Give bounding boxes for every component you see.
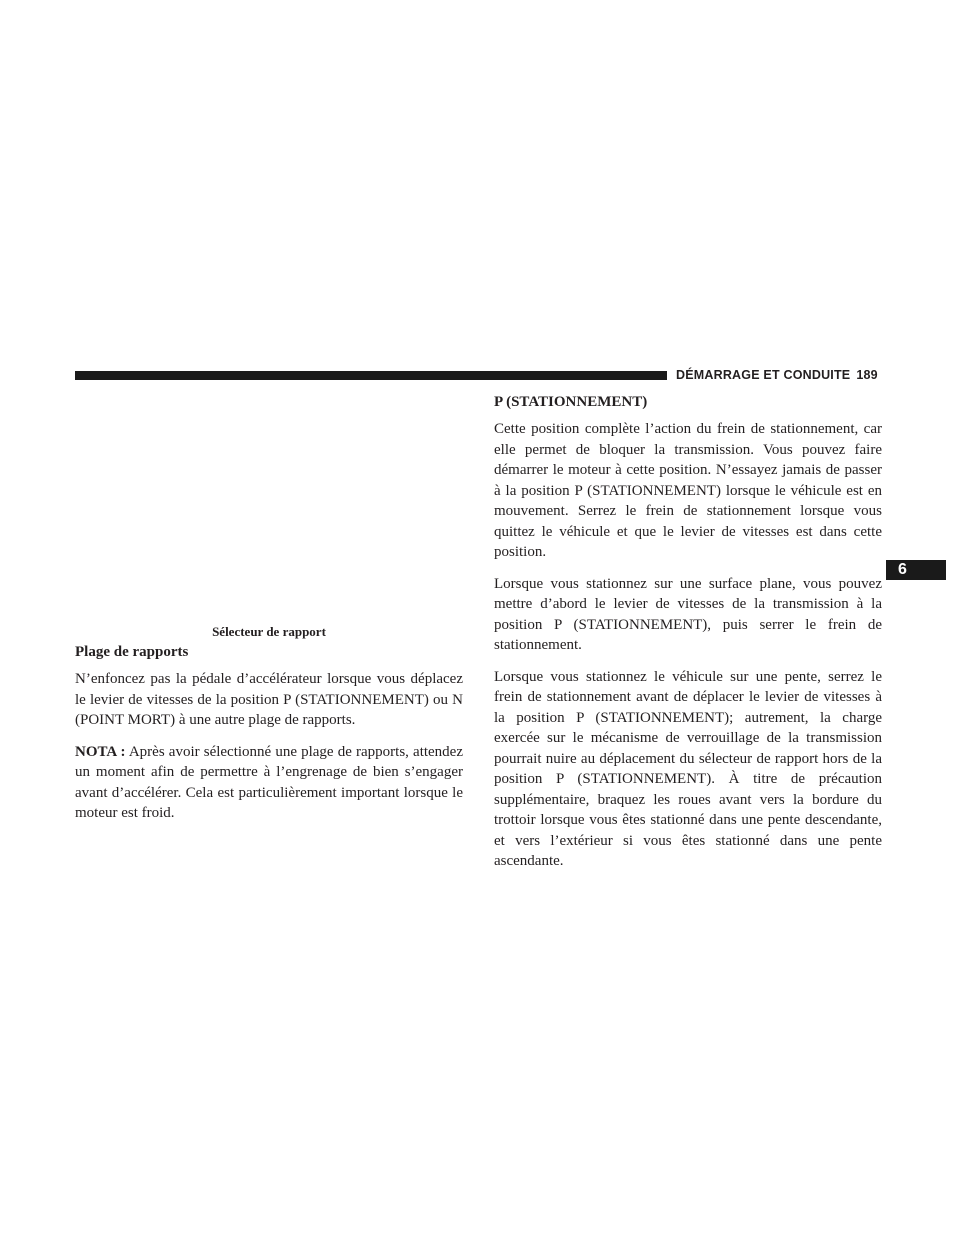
page-number: 189 [856, 368, 878, 382]
running-header [676, 367, 878, 383]
right-column [494, 392, 882, 883]
left-column [75, 642, 463, 835]
paragraph: N’enfoncez pas la pédale d’accélérateur lorsque vous déplacez le levier de vitesses de la position P (STATIONNEMENT) ou N (POINT MORT) à une autre plage de rapports. [75, 671, 463, 728]
figure-caption: Sélecteur de rapport [212, 624, 326, 639]
note-paragraph [75, 742, 463, 824]
note-label: NOTA : [75, 743, 126, 760]
section-title: DÉMARRAGE ET CONDUITE [676, 368, 851, 382]
paragraph: Lorsque vous stationnez sur une surface plane, vous pouvez mettre d’abord le levier de vitesses de la transmission à la position P (STATIONNEMENT), puis serrer le frein de stationnement. [494, 575, 882, 653]
chapter-tab [886, 560, 946, 580]
header-rule [75, 371, 667, 380]
paragraph: Cette position complète l’action du frein de stationnement, car elle permet de bloquer la transmission. Vous pouvez faire démarrer le moteur à cette position. N’essayez jamais de passer à la position P (STATIONNEMENT) lorsque le véhicule est en mouvement. Serrez le frein de stationnement lorsque vous quittez le véhicule et que le levier de vitesses est dans cette position. [494, 421, 882, 560]
paragraph: Lorsque vous stationnez le véhicule sur une pente, serrez le frein de stationnement avant de déplacer le levier de vitesses à la position P (STATIONNEMENT); autrement, la charge exercée sur le mécanisme de verrouillage de la transmission pourrait nuire au déplacement du sélecteur de rapport hors de la position P (STATIONNEMENT). À titre de précaution supplémentaire, braquez les roues avant vers la bordure du trottoir lorsque vous êtes stationné dans une pente descendante, et vers l’extérieur si vous êtes stationné dans une pente ascendante. [494, 668, 882, 869]
chapter-number: 6 [898, 561, 907, 578]
note-text: Après avoir sélectionné une plage de rapports, attendez un moment afin de permettre à l’engrenage de bien s’engager avant d’accélérer. Cela est particulièrement important lorsque le moteur est froid. [75, 743, 463, 821]
gear-selector-figure [75, 392, 463, 620]
section-heading-park: P (STATIONNEMENT) [494, 394, 648, 410]
section-heading-gear-ranges: Plage de rapports [75, 644, 189, 660]
